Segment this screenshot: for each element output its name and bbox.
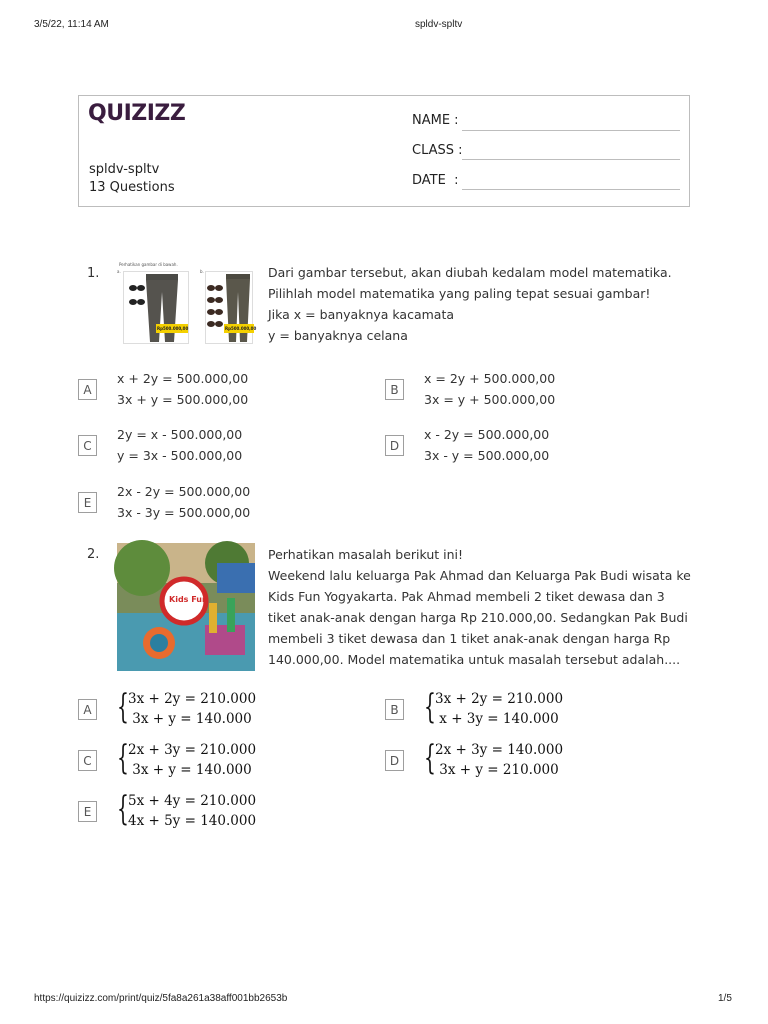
question-text-line: Pilihlah model matematika yang paling tepat sesuai gambar! [268, 286, 651, 301]
price-tag-a: Rp500.000,00 [157, 326, 189, 331]
question-text [268, 544, 691, 670]
question-number: 2. [87, 547, 100, 562]
option-e-box[interactable]: E [78, 801, 97, 822]
print-title: spldv-spltv [415, 19, 463, 30]
system-brace: { [117, 789, 129, 829]
class-label: CLASS : [412, 143, 463, 158]
question-image-glasses-pants [115, 262, 255, 348]
option-c-box[interactable]: C [78, 750, 97, 771]
option-e-equations: 5x + 4y = 210.000 4x + 5y = 140.000 [128, 793, 257, 829]
option-b-equations: 3x + 2y = 210.000 x + 3y = 140.000 [435, 691, 564, 727]
system-brace: { [424, 738, 436, 778]
option-a-box[interactable]: A [78, 379, 97, 400]
date-field-line [462, 189, 680, 190]
amusement-park-photo [117, 543, 255, 671]
quiz-title: spldv-spltv [89, 162, 160, 177]
footer-url[interactable]: https://quizizz.com/print/quiz/5fa8a261a38aff001bb2653b [34, 993, 288, 1004]
option-c-equations: 2x + 3y = 210.000 3x + y = 140.000 [128, 742, 257, 778]
kids-fun-sign: Kids Fun [169, 595, 208, 604]
option-d-equations: 2x + 3y = 140.000 3x + y = 210.000 [435, 742, 564, 778]
question-count: 13 Questions [89, 180, 175, 195]
question-text-line: y = banyaknya celana [268, 328, 408, 343]
image-panel-a [123, 271, 189, 344]
option-e-box[interactable]: E [78, 492, 97, 513]
pants-and-glasses-illustration [124, 272, 190, 345]
quizizz-logo: QUIZIZZ [88, 101, 186, 126]
class-field-line [462, 159, 680, 160]
system-brace: { [424, 687, 436, 727]
question-text-line: Weekend lalu keluarga Pak Ahmad dan Keluarga Pak Budi wisata ke [268, 568, 691, 583]
glasses-and-pants-illustration [206, 272, 257, 345]
option-a-equations: 3x + 2y = 210.000 3x + y = 140.000 [128, 691, 257, 727]
price-tag-b: Rp500.000,00 [225, 326, 257, 331]
question-text-line: membeli 3 tiket dewasa dan 1 tiket anak-anak dengan harga Rp [268, 631, 671, 646]
name-field-line [462, 130, 680, 131]
option-d-box[interactable]: D [385, 435, 404, 456]
image-label-b: b. [200, 269, 204, 274]
image-label-a: a. [117, 269, 121, 274]
option-c-text: 2y = x - 500.000,00 y = 3x - 500.000,00 [117, 427, 243, 463]
question-text-line: Perhatikan masalah berikut ini! [268, 547, 464, 562]
option-c-box[interactable]: C [78, 435, 97, 456]
name-label: NAME : [412, 113, 459, 128]
print-datetime: 3/5/22, 11:14 AM [34, 19, 109, 30]
date-label: DATE : [412, 173, 459, 188]
system-brace: { [117, 738, 129, 778]
question-image-kids-fun [117, 543, 255, 671]
question-text-line: Dari gambar tersebut, akan diubah kedalam model matematika. [268, 265, 672, 280]
option-d-box[interactable]: D [385, 750, 404, 771]
system-brace: { [117, 687, 129, 727]
option-e-text: 2x - 2y = 500.000,00 3x - 3y = 500.000,00 [117, 484, 251, 520]
option-b-box[interactable]: B [385, 379, 404, 400]
question-text-line: tiket anak-anak dengan harga Rp 210.000,00. Sedangkan Pak Budi [268, 610, 688, 625]
option-a-box[interactable]: A [78, 699, 97, 720]
option-b-box[interactable]: B [385, 699, 404, 720]
option-d-text: x - 2y = 500.000,00 3x - y = 500.000,00 [424, 427, 550, 463]
question-text-line: Jika x = banyaknya kacamata [268, 307, 455, 322]
question-number: 1. [87, 266, 100, 281]
question-text [268, 262, 672, 346]
option-a-text: x + 2y = 500.000,00 3x + y = 500.000,00 [117, 371, 249, 407]
image-panel-b [205, 271, 257, 344]
question-text-line: Kids Fun Yogyakarta. Pak Ahmad membeli 2 tiket dewasa dan 3 [268, 589, 665, 604]
option-b-text: x = 2y + 500.000,00 3x = y + 500.000,00 [424, 371, 556, 407]
question-text-line: 140.000,00. Model matematika untuk masalah tersebut adalah.... [268, 652, 681, 667]
page-number: 1/5 [718, 993, 732, 1004]
image-caption: Perhatikan gambar di bawah. [119, 262, 178, 267]
